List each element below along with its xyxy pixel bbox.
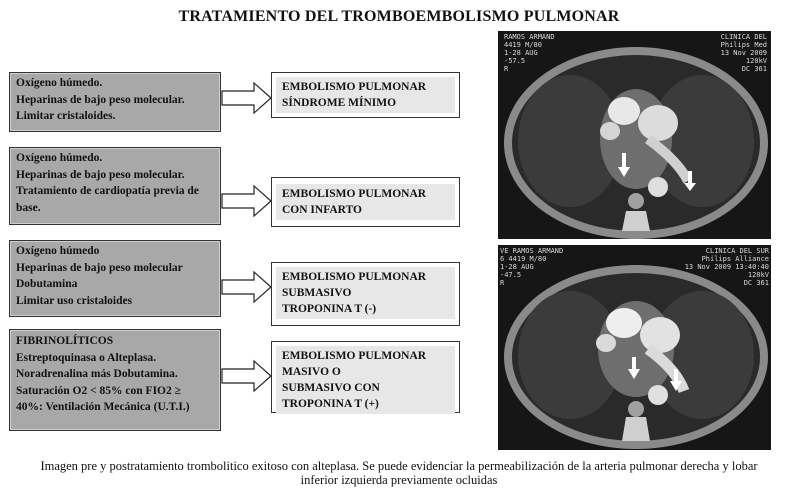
treatment-line: Saturación O2 < 85% con FIO2 ≥ — [16, 384, 181, 397]
ct-overlay-right: CLINICA DEL Philips Med 13 Nov 2009 120kV DC 361 — [720, 33, 767, 73]
treatment-line: 40%: Ventilación Mecánica (U.T.I.) — [16, 401, 190, 413]
treatment-line: Limitar cristaloides. — [16, 110, 116, 122]
arrow-right-icon — [221, 270, 273, 304]
ct-image-pre — [498, 31, 771, 239]
arrow-right-icon — [221, 184, 273, 218]
arrow-right-icon — [221, 81, 273, 115]
treatment-line: Limitar uso cristaloides — [16, 294, 133, 307]
ct-overlay-right: CLINICA DEL SUR Philips Alliance 13 Nov 2009 13:40:40 120kV DC 361 — [684, 247, 769, 287]
treatment-box-1 — [9, 72, 221, 132]
ct-image-post — [498, 245, 771, 450]
treatment-box-4 — [9, 329, 221, 431]
treatment-box-3 — [9, 240, 221, 317]
diagnosis-line: MASIVO O — [282, 366, 341, 378]
diagnosis-box-4 — [271, 341, 460, 413]
diagnosis-line: EMBOLISMO PULMONAR — [282, 188, 427, 200]
treatment-line: Tratamiento de cardiopatía previa de — [16, 185, 199, 197]
diagnosis-box-2 — [271, 177, 460, 227]
treatment-line: Heparinas de bajo peso molecular — [16, 261, 183, 274]
treatment-box-2 — [9, 147, 221, 225]
diagnosis-line: TROPONINA T (+) — [282, 398, 379, 410]
caption-line: Imagen pre y postratamiento trombolitico exitoso con alteplasa. Se puede evidenciar la permeabilización de la arteria pulmonar derecha y lobar — [40, 459, 758, 473]
treatment-line: Oxígeno húmedo — [16, 245, 100, 257]
treatment-line: Heparinas de bajo peso molecular. — [16, 93, 185, 106]
diagnosis-line: EMBOLISMO PULMONAR — [282, 81, 427, 93]
diagnosis-box-1 — [271, 72, 460, 118]
diagnosis-box-3 — [271, 262, 460, 326]
treatment-line: Oxígeno húmedo. — [16, 77, 103, 89]
caption-line: inferior izquierda previamente ocluidas — [300, 473, 498, 487]
diagnosis-line: SUBMASIVO CON — [282, 382, 380, 394]
arrow-right-icon — [221, 359, 273, 393]
figure-caption — [0, 459, 798, 487]
treatment-line: Estreptoquinasa o Alteplasa. — [16, 351, 157, 364]
page-title: TRATAMIENTO DEL TROMBOEMBOLISMO PULMONAR — [178, 8, 620, 25]
diagnosis-line: CON INFARTO — [282, 204, 362, 216]
treatment-line: base. — [16, 201, 41, 214]
treatment-line: FIBRINOLÍTICOS — [16, 335, 114, 347]
ct-overlay-left: VE RAMOS ARMAND 6 4419 M/80 1-28 AUG -47.5 R — [500, 247, 564, 287]
diagnosis-line: SUBMASIVO — [282, 287, 352, 299]
diagnosis-line: EMBOLISMO PULMONAR — [282, 350, 427, 362]
diagnosis-line: EMBOLISMO PULMONAR — [282, 271, 427, 283]
treatment-line: Heparinas de bajo peso molecular. — [16, 168, 185, 181]
diagnosis-line: TROPONINA T (-) — [282, 303, 377, 315]
treatment-line: Noradrenalina más Dobutamina. — [16, 368, 178, 380]
treatment-line: Dobutamina — [16, 278, 78, 290]
ct-overlay-left: RAMOS ARMAND 4419 M/80 1-28 AUG -57.5 R — [504, 33, 555, 73]
diagnosis-line: SÍNDROME MÍNIMO — [282, 97, 397, 109]
treatment-line: Oxígeno húmedo. — [16, 152, 103, 164]
